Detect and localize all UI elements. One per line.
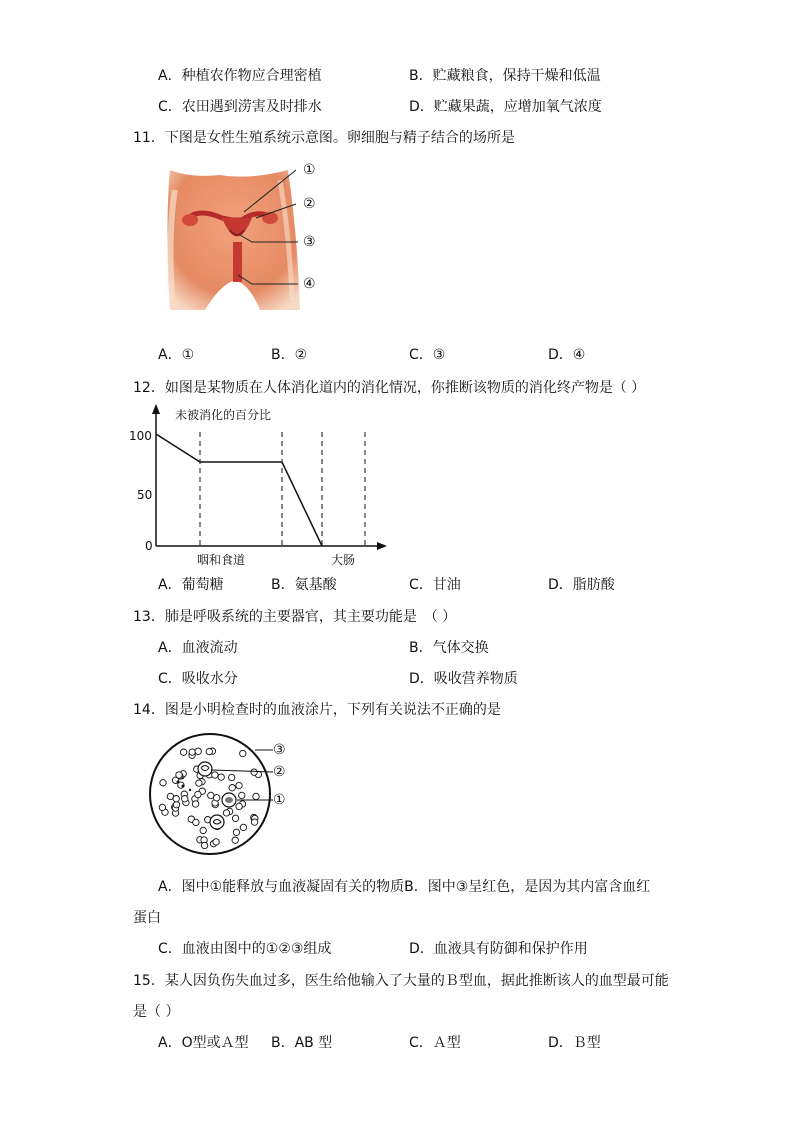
q12-stem: 12．如图是某物质在人体消化道内的消化情况，你推断该物质的消化终产物是（ ） xyxy=(133,380,646,396)
q10-option-a: A．种植农作物应合理密植 xyxy=(158,68,322,84)
red-blood-cell xyxy=(160,780,166,786)
q13-option-b: B．气体交换 xyxy=(409,640,489,656)
q12-option-b: B．氨基酸 xyxy=(271,577,337,593)
red-blood-cell xyxy=(192,801,198,807)
red-blood-cell xyxy=(223,810,229,816)
q15-stem-continued: 是（ ） xyxy=(133,1004,180,1020)
y-axis-arrow xyxy=(152,404,160,414)
q11-option-a: A．① xyxy=(158,347,195,363)
q14-option-a: A．图中①能释放与血液凝固有关的物质B．图中③呈红色，是因为其内富含血红 xyxy=(158,879,651,895)
q11-option-d: D．④ xyxy=(548,347,586,363)
red-blood-cell xyxy=(173,802,179,808)
red-blood-cell xyxy=(195,748,201,754)
red-blood-cell xyxy=(251,819,257,825)
red-blood-cell xyxy=(232,815,238,821)
red-blood-cell xyxy=(214,795,220,801)
red-blood-cell xyxy=(218,774,224,780)
white-blood-cell xyxy=(198,762,212,776)
red-blood-cell xyxy=(239,792,245,798)
red-blood-cell xyxy=(201,842,207,848)
platelet xyxy=(189,789,191,791)
red-blood-cell xyxy=(206,748,212,754)
q14-option-c: C．血液由图中的①②③组成 xyxy=(158,941,332,957)
q14-label-3: ③ xyxy=(273,742,286,758)
red-blood-cell xyxy=(180,749,186,755)
q11-option-c: C．③ xyxy=(409,347,446,363)
y-tick-0: 0 xyxy=(145,539,153,553)
red-blood-cell xyxy=(173,796,179,802)
red-blood-cell xyxy=(236,803,242,809)
q15-option-b: B．AB 型 xyxy=(271,1035,333,1051)
red-blood-cell xyxy=(232,837,238,843)
q11-label-2: ② xyxy=(303,196,316,212)
q11-option-b: B．② xyxy=(271,347,308,363)
q11-label-3: ③ xyxy=(303,234,316,250)
white-blood-cell xyxy=(210,815,224,829)
q10-option-d: D．贮藏果蔬，应增加氧气浓度 xyxy=(409,99,602,115)
red-blood-cell xyxy=(229,785,235,791)
red-blood-cell xyxy=(193,819,199,825)
red-blood-cell xyxy=(229,774,235,780)
red-blood-cell xyxy=(176,772,182,778)
q15-stem: 15．某人因负伤失血过多，医生给他输入了大量的Ｂ型血，据此推断该人的血型最可能 xyxy=(133,973,669,989)
y-tick-50: 50 xyxy=(137,488,153,502)
red-blood-cell xyxy=(208,792,214,798)
q10-option-c: C．农田遇到涝害及时排水 xyxy=(158,99,322,115)
q10-option-b: B．贮藏粮食，保持干燥和低温 xyxy=(409,68,601,84)
q15-option-c: C．Ａ型 xyxy=(409,1035,461,1051)
q13-option-c: C．吸收水分 xyxy=(158,671,238,687)
red-blood-cell xyxy=(253,793,259,799)
q13-option-d: D．吸收营养物质 xyxy=(409,671,518,687)
red-blood-cell xyxy=(251,769,257,775)
red-blood-cell xyxy=(213,839,219,845)
q14-label-1: ① xyxy=(273,792,286,808)
x-label-large-intestine: 大肠 xyxy=(331,553,356,567)
red-blood-cell xyxy=(240,824,246,830)
red-blood-cell xyxy=(236,782,242,788)
red-blood-cell xyxy=(212,772,218,778)
platelet xyxy=(177,781,180,784)
q11-stem: 11．下图是女性生殖系统示意图。卵细胞与精子结合的场所是 xyxy=(133,130,515,146)
q14-option-d: D．血液具有防御和保护作用 xyxy=(409,941,588,957)
y-axis-label: 未被消化的百分比 xyxy=(175,408,272,422)
q15-option-d: D．Ｂ型 xyxy=(548,1035,601,1051)
red-blood-cell xyxy=(233,829,239,835)
data-series-line xyxy=(156,434,322,546)
q14-option-a-continued: 蛋白 xyxy=(133,910,161,926)
q15-option-a: A．O型或Ａ型 xyxy=(158,1035,249,1051)
red-blood-cell xyxy=(159,804,165,810)
x-axis-arrow xyxy=(377,542,387,550)
q12-option-c: C．甘油 xyxy=(409,577,461,593)
q13-stem: 13．肺是呼吸系统的主要器官，其主要功能是 （ ） xyxy=(133,609,457,625)
red-blood-cell xyxy=(240,750,246,756)
red-blood-cell xyxy=(200,827,206,833)
q12-option-a: A．葡萄糖 xyxy=(158,577,224,593)
x-label-esophagus: 咽和食道 xyxy=(197,553,246,567)
y-tick-100: 100 xyxy=(129,429,152,443)
q14-label-2: ② xyxy=(273,764,286,780)
q14-stem: 14．图是小明检查时的血液涂片，下列有关说法不正确的是 xyxy=(133,702,501,718)
red-blood-cell xyxy=(182,796,188,802)
digestion-line-chart xyxy=(125,400,395,575)
red-blood-cell xyxy=(196,780,202,786)
q12-option-d: D．脂肪酸 xyxy=(548,577,615,593)
red-blood-cell xyxy=(189,749,195,755)
q11-label-4: ④ xyxy=(303,276,316,292)
q13-option-a: A．血液流动 xyxy=(158,640,238,656)
platelet xyxy=(182,785,185,788)
red-blood-cell xyxy=(195,791,201,797)
q11-label-1: ① xyxy=(303,162,316,178)
